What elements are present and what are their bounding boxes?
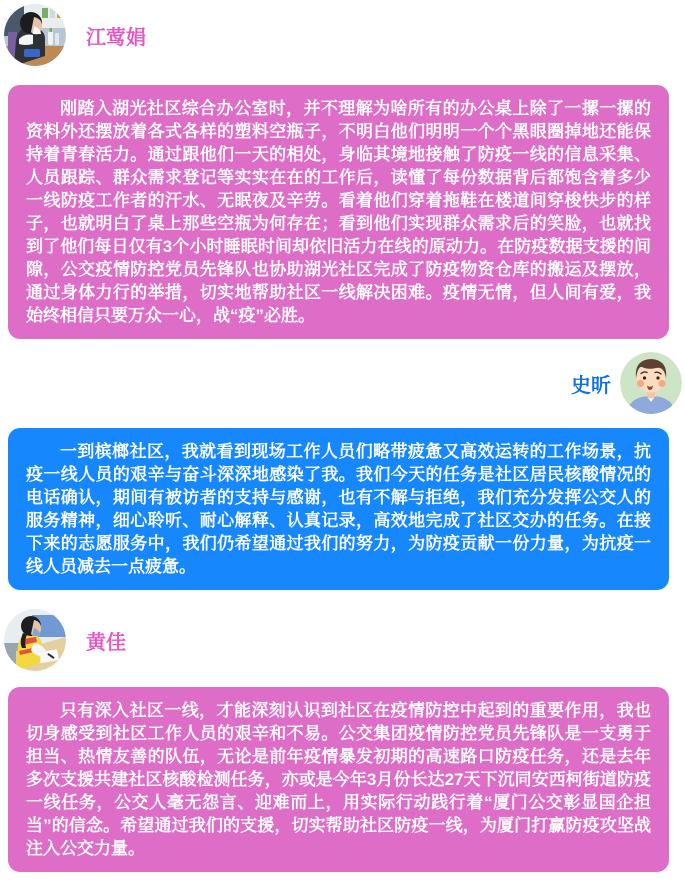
cartoon-boy-icon bbox=[620, 352, 682, 414]
avatar-shi-xin bbox=[620, 352, 682, 414]
message-bubble bbox=[8, 85, 669, 339]
member-name: 黄佳 bbox=[86, 631, 126, 654]
message-shi-xin bbox=[0, 352, 685, 590]
woman-volunteer-writing-photo-icon bbox=[4, 609, 66, 671]
member-name: 史昕 bbox=[571, 374, 611, 397]
message-header bbox=[0, 352, 685, 414]
message-header bbox=[0, 609, 685, 671]
message-text: 只有深入社区一线，才能深刻认识到社区在疫情防控中起到的重要作用，我也切身感受到社区工作人员的艰辛和不易。公交集团疫情防控党员先锋队是一支勇于担当、热情友善的队伍，无论是前年疫情暴发初期的高速路口防疫任务，还是去年多次支援共建社区核酸检测任务，亦或是今年3月份长达27天下沉同安西柯街道防疫一线任务，公交人毫无怨言、迎难而上，用实际行动践行着“厦门公交彰显国企担当”的信念。希望通过我们的支援，切实帮助社区防疫一线，为厦门打赢防疫攻坚战注入公交力量。 bbox=[26, 701, 651, 858]
message-jiang-yingjuan bbox=[0, 0, 685, 339]
avatar-jiang-yingjuan bbox=[4, 4, 66, 66]
woman-at-desk-photo-icon bbox=[4, 4, 66, 66]
message-bubble bbox=[8, 687, 669, 872]
member-name: 江莺娟 bbox=[86, 26, 146, 49]
avatar-huang-jia bbox=[4, 609, 66, 671]
message-text: 刚踏入湖光社区综合办公室时，并不理解为啥所有的办公桌上除了一摞一摞的资料外还摆放着各式各样的塑料空瓶子，不明白他们明明一个个黑眼圈掉地还能保持着青春活力。通过跟他们一天的相处，身临其境地接触了防疫一线的信息采集、人员跟踪、群众需求登记等实实在在的工作后，读懂了每份数据背后都饱含着多少一线防疫工作者的汗水、无眠夜及辛劳。看着他们穿着拖鞋在楼道间穿梭快步的样子，也就明白了桌上那些空瓶为何存在；看到他们实现群众需求后的笑脸，也就找到了他们每日仅有3个小时睡眠时间却依旧活力在线的原动力。在防疫数据支援的间隙，公交疫情防控党员先锋队也协助湖光社区完成了防疫物资仓库的搬运及摆放，通过身体力行的举措，切实地帮助社区一线解决困难。疫情无情，但人间有爱，我始终相信只要万众一心，战“疫”必胜。 bbox=[26, 99, 651, 325]
message-text: 一到槟榔社区，我就看到现场工作人员们略带疲惫又高效运转的工作场景，抗疫一线人员的艰辛与奋斗深深地感染了我。我们今天的任务是社区居民核酸情况的电话确认，期间有被访者的支持与感谢，也有不解与拒绝，我们充分发挥公交人的服务精神，细心聆听、耐心解释、认真记录，高效地完成了社区交办的任务。在接下来的志愿服务中，我们仍希望通过我们的努力，为防疫贡献一份力量，为抗疫一线人员减去一点疲惫。 bbox=[26, 442, 651, 576]
message-header bbox=[0, 0, 685, 66]
message-huang-jia bbox=[0, 609, 685, 872]
message-bubble bbox=[8, 428, 669, 590]
